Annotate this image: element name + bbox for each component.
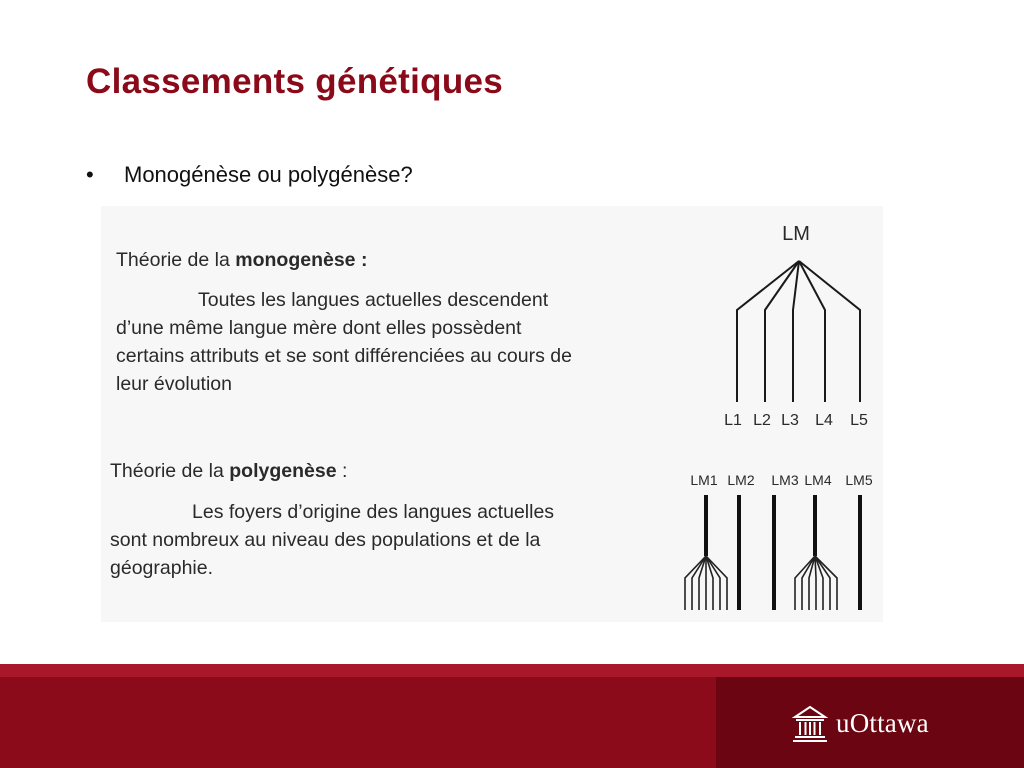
mono-leaf-l4: L4 bbox=[815, 412, 833, 429]
poly-fan-lm1 bbox=[685, 556, 727, 610]
poly-root-lm3: LM3 bbox=[771, 472, 799, 488]
monogenese-tree-diagram bbox=[724, 223, 868, 429]
polygenese-diagram bbox=[685, 472, 873, 610]
monogenese-body-line2: d’une même langue mère dont elles possèdent bbox=[116, 317, 522, 339]
mono-root-label: LM bbox=[782, 223, 810, 245]
poly-root-lm5: LM5 bbox=[845, 472, 873, 488]
mono-leaf-l5: L5 bbox=[850, 412, 868, 429]
polygenese-body-line2: sont nombreux au niveau des populations et de la bbox=[110, 529, 541, 551]
logo-text: uOttawa bbox=[836, 707, 929, 738]
mono-leaf-l2: L2 bbox=[753, 412, 771, 429]
mono-branch-3 bbox=[793, 261, 799, 402]
polygenese-body-line3: géographie. bbox=[110, 557, 214, 579]
monogenese-heading-bold: monogenèse : bbox=[235, 249, 368, 271]
monogenese-body-line4: leur évolution bbox=[116, 373, 232, 395]
mono-leaf-l1: L1 bbox=[724, 412, 742, 429]
polygenese-heading-prefix: Théorie de la bbox=[110, 460, 230, 482]
slide-title: Classements génétiques bbox=[86, 62, 504, 101]
bullet-symbol: • bbox=[86, 162, 94, 187]
poly-fan-lm4 bbox=[795, 556, 837, 610]
mono-branch-5 bbox=[799, 261, 860, 402]
monogenese-body-line1-text: Toutes les langues actuelles descendent bbox=[198, 289, 549, 311]
polygenese-body-line1-text: Les foyers d’origine des langues actuelles bbox=[192, 501, 555, 523]
bullet-text: Monogénèse ou polygénèse? bbox=[124, 162, 413, 187]
theory-figure bbox=[101, 206, 883, 622]
university-building-icon bbox=[792, 703, 828, 743]
mono-branch-1 bbox=[737, 261, 799, 402]
polygenese-heading-suffix: : bbox=[336, 460, 348, 482]
bullet-item bbox=[86, 162, 413, 188]
poly-root-lm2: LM2 bbox=[727, 472, 755, 488]
uottawa-logo bbox=[792, 702, 929, 744]
mono-leaf-l3: L3 bbox=[781, 412, 799, 429]
monogenese-body-line3: certains attributs et se sont différenciées au cours de bbox=[116, 345, 572, 367]
footer-strip bbox=[0, 664, 1024, 677]
poly-root-lm1: LM1 bbox=[690, 472, 718, 488]
monogenese-heading-prefix: Théorie de la bbox=[116, 249, 236, 271]
tree-diagrams bbox=[101, 206, 883, 622]
poly-root-lm4: LM4 bbox=[804, 472, 832, 488]
mono-branch-4 bbox=[799, 261, 825, 402]
polygenese-heading-bold: polygenèse bbox=[229, 460, 337, 482]
